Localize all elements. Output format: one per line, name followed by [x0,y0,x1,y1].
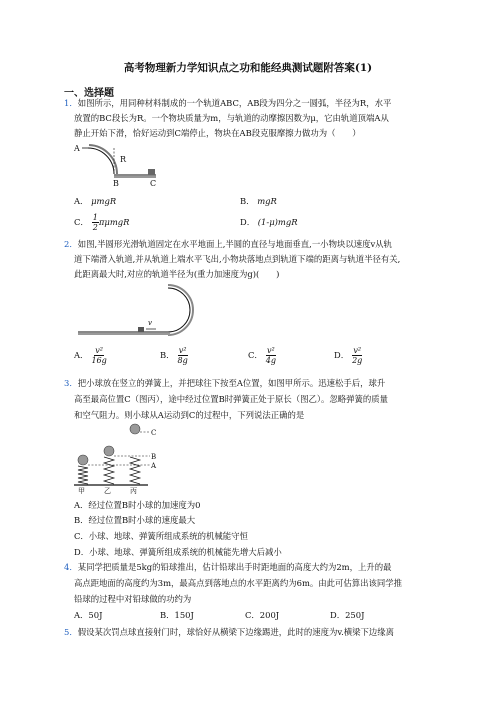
q4-option-a: A．50J [74,610,103,620]
q1-number: 1． [64,98,78,108]
q2-line-2: 道下端滑入轨道,并从轨道上端水平飞出,小物块落地点到轨道下端的距离与轨道半径有关, [74,254,401,264]
q1-label-a: A [74,144,80,153]
q4-option-b: B．150J [160,610,194,620]
q5-number: 5． [64,627,78,637]
q3-ball-a [78,455,88,465]
q2-line-3: 此距离最大时,对应的轨道半径为(重力加速度为g)( ) [74,269,280,279]
q1-line-1: 1．如图所示，用同种材料制成的一个轨道ABC，AB段为四分之一圆弧，半径为R，水平 [64,98,392,108]
q3-label-jia: 甲 [78,487,85,494]
q1-option-d: D． (1-μ)mgR [240,217,298,227]
q2-semicircle-figure [74,282,194,340]
q2-option-a: A． $\frac{\text{v²}}{16g}$ [74,346,107,365]
q3-line-2: 高至最高位置C（图丙），途中经过位置B时弹簧正处于原长（图乙）。忽略弹簧的质量 [74,394,389,404]
q4-number: 4． [64,562,78,572]
q1-block [148,169,155,175]
q4-line-2: 高点距地面的高度约为3m，最高点到落地点的水平距离约为6m。由此可估算出该同学推 [74,578,403,588]
q3-line-3: 和空气阻力。则小球从A运动到C的过程中，下列说法正确的是 [74,410,305,420]
q3-spring-jia [78,466,88,484]
q3-option-b: B．经过位置B时小球的速度最大 [74,515,196,525]
q3-spring-figure [74,418,184,494]
q2-label-v: v [148,319,152,327]
q2-option-d: D． $\frac{\text{v²}}{2g}$ [334,346,363,365]
q4-option-c: C．200J [245,610,280,620]
q1-line-2: 放置的BC段长为R。一个物块质量为m，与轨道的动摩擦因数为μ，它由轨道顶端A从 [74,113,389,123]
q1-label-r: R [120,155,127,164]
q1-option-a: A． μmgR [74,196,117,206]
q3-number: 3． [64,378,78,388]
q1-line-3: 静止开始下滑，恰好运动到C端停止，物块在AB段克服摩擦力做功为（ ） [74,128,361,138]
q2-option-b: B． $\frac{\text{v²}}{8g}$ [160,346,188,365]
section-heading: 一、选择题 [64,88,114,99]
q3-ball-b [104,446,114,456]
q3-label-b: B [151,453,157,461]
q3-line-1: 3．把小球放在竖立的弹簧上，并把球往下按至A位置，如图甲所示。迅速松手后，球升 [64,378,386,388]
q3-label-yi: 乙 [104,487,111,494]
q1-track-figure [70,142,170,192]
q1-option-b: B． mgR [240,196,277,206]
page-title: 高考物理新力学知识点之功和能经典测试题附答案(1) [123,62,373,74]
q2-number: 2． [64,239,78,249]
q3-ball-c [130,424,140,434]
q3-spring-yi [104,457,114,484]
q2-option-c: C． $\frac{\text{v²}}{4g}$ [248,346,277,365]
q5-line-1: 5．假设某次罚点球直接射门时，球恰好从横梁下边缘踢进，此时的速度为v.横梁下边缘离 [64,627,394,637]
q3-label-a: A [151,462,157,470]
q4-line-3: 铅球的过程中对铅球做的功约为 [74,594,192,604]
q3-option-d: D．小球、地球、弹簧所组成系统的机械能先增大后减小 [74,547,282,557]
q3-label-bing: 丙 [130,487,137,494]
q3-spring-bing [130,457,140,484]
q4-line-1: 4．某同学把质量是5kg的铅球推出，估计铅球出手时距地面的高度大约为2m，上升的最 [64,562,392,572]
q3-option-a: A．经过位置B时小球的加速度为0 [74,500,201,510]
q3-label-c: C [151,429,157,437]
q1-label-c: C [150,179,157,188]
q2-block [138,327,144,332]
q1-option-c: C． $\frac{1}{2}$ πμmgR [74,213,130,232]
q4-option-d: D．250J [330,610,365,620]
q3-option-c: C．小球、地球、弹簧所组成系统的机械能守恒 [74,531,248,541]
q2-line-1: 2．如图,半圆形光滑轨道固定在水平地面上,半圆的直径与地面垂直,一小物块以速度v从轨 [64,239,392,249]
q1-label-b: B [113,179,119,188]
